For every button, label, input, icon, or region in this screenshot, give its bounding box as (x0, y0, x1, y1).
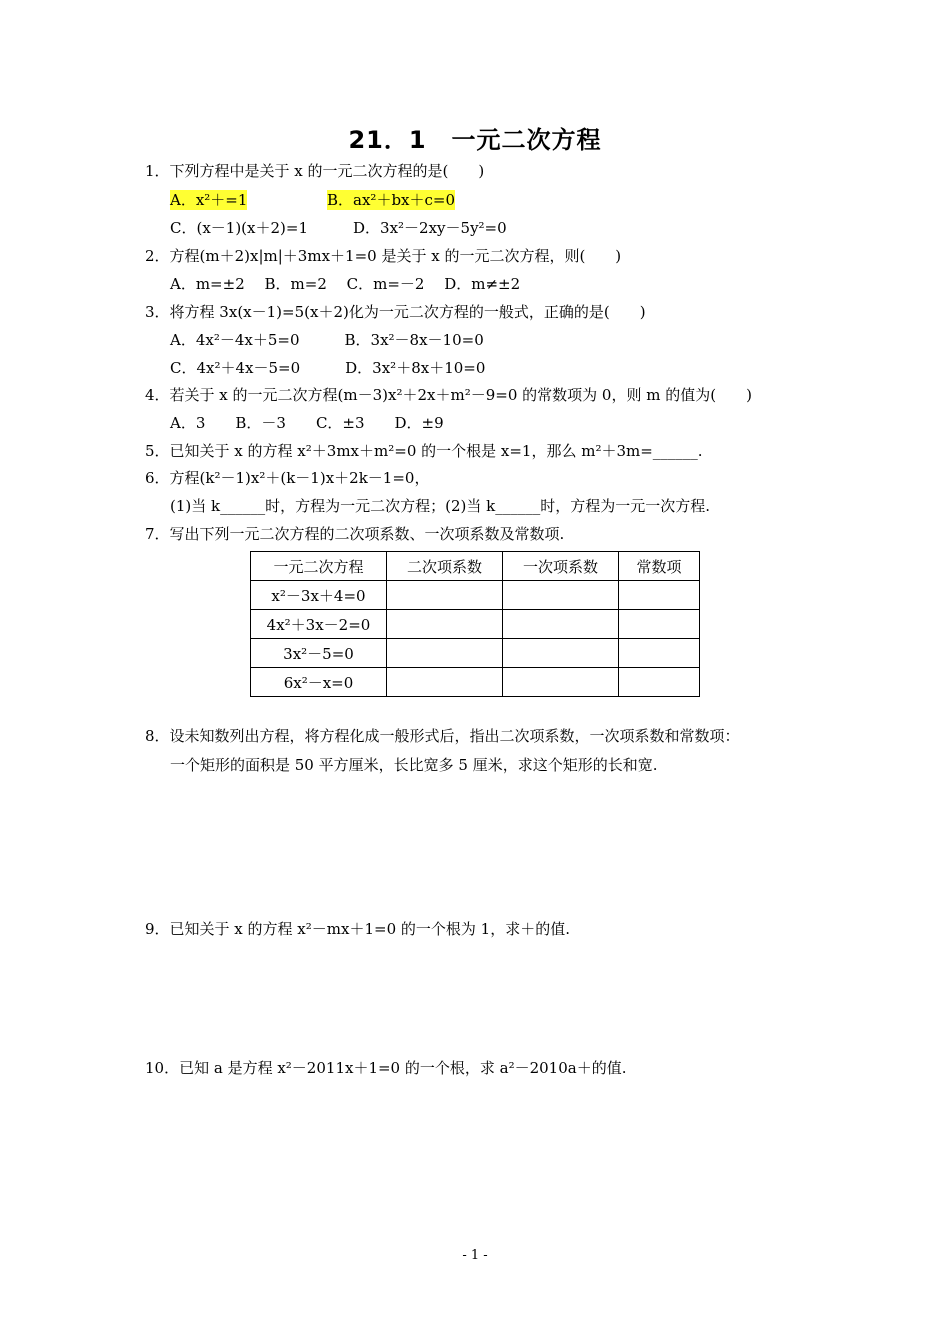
option-1a-highlighted: A．x²＋=1 (170, 191, 248, 209)
table-row (251, 639, 700, 668)
question-7: 7．写出下列一元二次方程的二次项系数、一次项系数及常数项. (145, 525, 565, 543)
question-6: 6．方程(k²－1)x²＋(k－1)x＋2k－1=0， (145, 469, 430, 487)
options-3cd: C．4x²＋4x－5=0 D．3x²＋8x＋10=0 (170, 359, 486, 377)
table-cell (387, 610, 503, 639)
table-cell (619, 668, 700, 697)
coefficient-table (250, 551, 700, 697)
table-cell: x²－3x＋4=0 (251, 581, 387, 610)
table-row (251, 668, 700, 697)
question-4: 4．若关于 x 的一元二次方程(m－3)x²＋2x＋m²－9=0 的常数项为 0，则 m 的值为( ) (145, 386, 752, 404)
table-cell (503, 668, 619, 697)
options-1cd: C．(x－1)(x＋2)=1 D．3x²－2xy－5y²=0 (170, 219, 507, 237)
options-4: A．3 B．－3 C．±3 D．±9 (170, 414, 444, 432)
table-cell (387, 639, 503, 668)
table-header-cell: 一次项系数 (503, 552, 619, 581)
question-6-parts: (1)当 k______时，方程为一元二次方程；(2)当 k______时，方程为一元一次方程. (170, 497, 710, 515)
table-cell (619, 610, 700, 639)
table-header-cell: 常数项 (619, 552, 700, 581)
question-9: 9．已知关于 x 的方程 x²－mx＋1=0 的一个根为 1，求＋的值. (145, 920, 570, 938)
table-row (251, 581, 700, 610)
table-cell (503, 581, 619, 610)
options-2: A．m=±2 B．m=2 C．m=－2 D．m≠±2 (170, 275, 521, 293)
question-10: 10．已知 a 是方程 x²－2011x＋1=0 的一个根，求 a²－2010a＋的值. (145, 1059, 627, 1077)
question-3: 3．将方程 3x(x－1)=5(x＋2)化为一元二次方程的一般式，正确的是( ) (145, 303, 646, 321)
table-cell (619, 639, 700, 668)
table-row (251, 610, 700, 639)
question-5: 5．已知关于 x 的方程 x²＋3mx＋m²=0 的一个根是 x=1，那么 m²＋3m=______. (145, 442, 703, 460)
page-title: 21．1 一元二次方程 (348, 126, 602, 154)
table-cell (503, 639, 619, 668)
table-cell (387, 668, 503, 697)
table-cell (503, 610, 619, 639)
table-cell (619, 581, 700, 610)
table-header-cell: 一元二次方程 (251, 552, 387, 581)
table-header-cell: 二次项系数 (387, 552, 503, 581)
table-cell: 6x²－x=0 (251, 668, 387, 697)
options-3ab: A．4x²－4x＋5=0 B．3x²－8x－10=0 (170, 331, 484, 349)
question-8-body: 一个矩形的面积是 50 平方厘米，长比宽多 5 厘米，求这个矩形的长和宽. (170, 756, 658, 774)
table-cell: 4x²＋3x－2=0 (251, 610, 387, 639)
question-8: 8．设未知数列出方程，将方程化成一般形式后，指出二次项系数，一次项系数和常数项： (145, 727, 740, 745)
table-cell (387, 581, 503, 610)
question-2: 2．方程(m＋2)x|m|＋3mx＋1=0 是关于 x 的一元二次方程，则( ) (145, 247, 622, 265)
page-number: - 1 - (462, 1248, 488, 1263)
table-cell: 3x²－5=0 (251, 639, 387, 668)
table-header-row (251, 552, 700, 581)
question-1: 1．下列方程中是关于 x 的一元二次方程的是( ) (145, 162, 485, 180)
option-1b-highlighted: B．ax²＋bx＋c=0 (327, 191, 456, 209)
